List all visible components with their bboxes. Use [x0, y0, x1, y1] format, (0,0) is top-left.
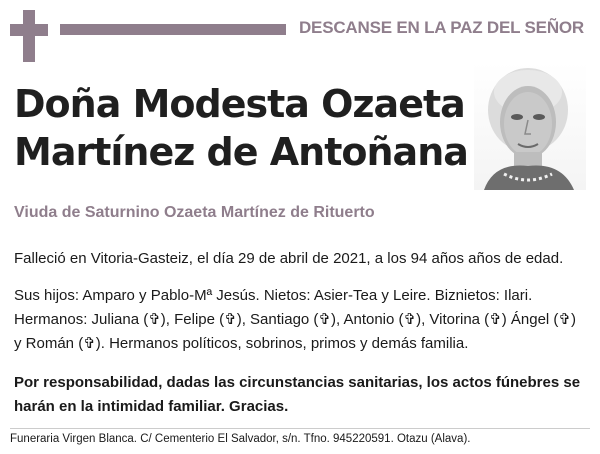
widow-of-line: Viuda de Saturnino Ozaeta Martínez de Rituerto: [14, 204, 375, 221]
header-rule: [60, 24, 286, 35]
funeral-home-info: Funeraria Virgen Blanca. C/ Cementerio El Salvador, s/n. Tfno. 945220591. Otazu (Alava).: [10, 433, 471, 445]
funeral-notice: Por responsabilidad, dadas las circunstancias sanitarias, los actos fúnebres se harán en la intimidad familiar. Gracias.: [14, 374, 581, 415]
deceased-name: [14, 80, 468, 176]
portrait-image: [474, 62, 586, 190]
footer-divider: [10, 428, 590, 429]
header-motto: DESCANSE EN LA PAZ DEL SEÑOR: [298, 18, 584, 37]
portrait-photo: [474, 62, 586, 190]
family-list: Sus hijos: Amparo y Pablo-Mª Jesús. Nietos: Asier-Tea y Leire. Biznietos: Ilari. Hermanos: Juliana (✞), Felipe (✞), Santiago (✞), Antonio (✞), Vitorina (✞) Ángel (✞) y Román (✞). Hermanos políticos, sobrinos, primos y demás familia.: [14, 287, 576, 352]
name-line-2: Martínez de Antoñana: [14, 130, 468, 174]
name-line-1: Doña Modesta Ozaeta: [14, 82, 465, 126]
death-notice: Falleció en Vitoria-Gasteiz, el día 29 de abril de 2021, a los 94 años años de edad.: [14, 250, 564, 267]
cross-icon: [10, 10, 48, 62]
